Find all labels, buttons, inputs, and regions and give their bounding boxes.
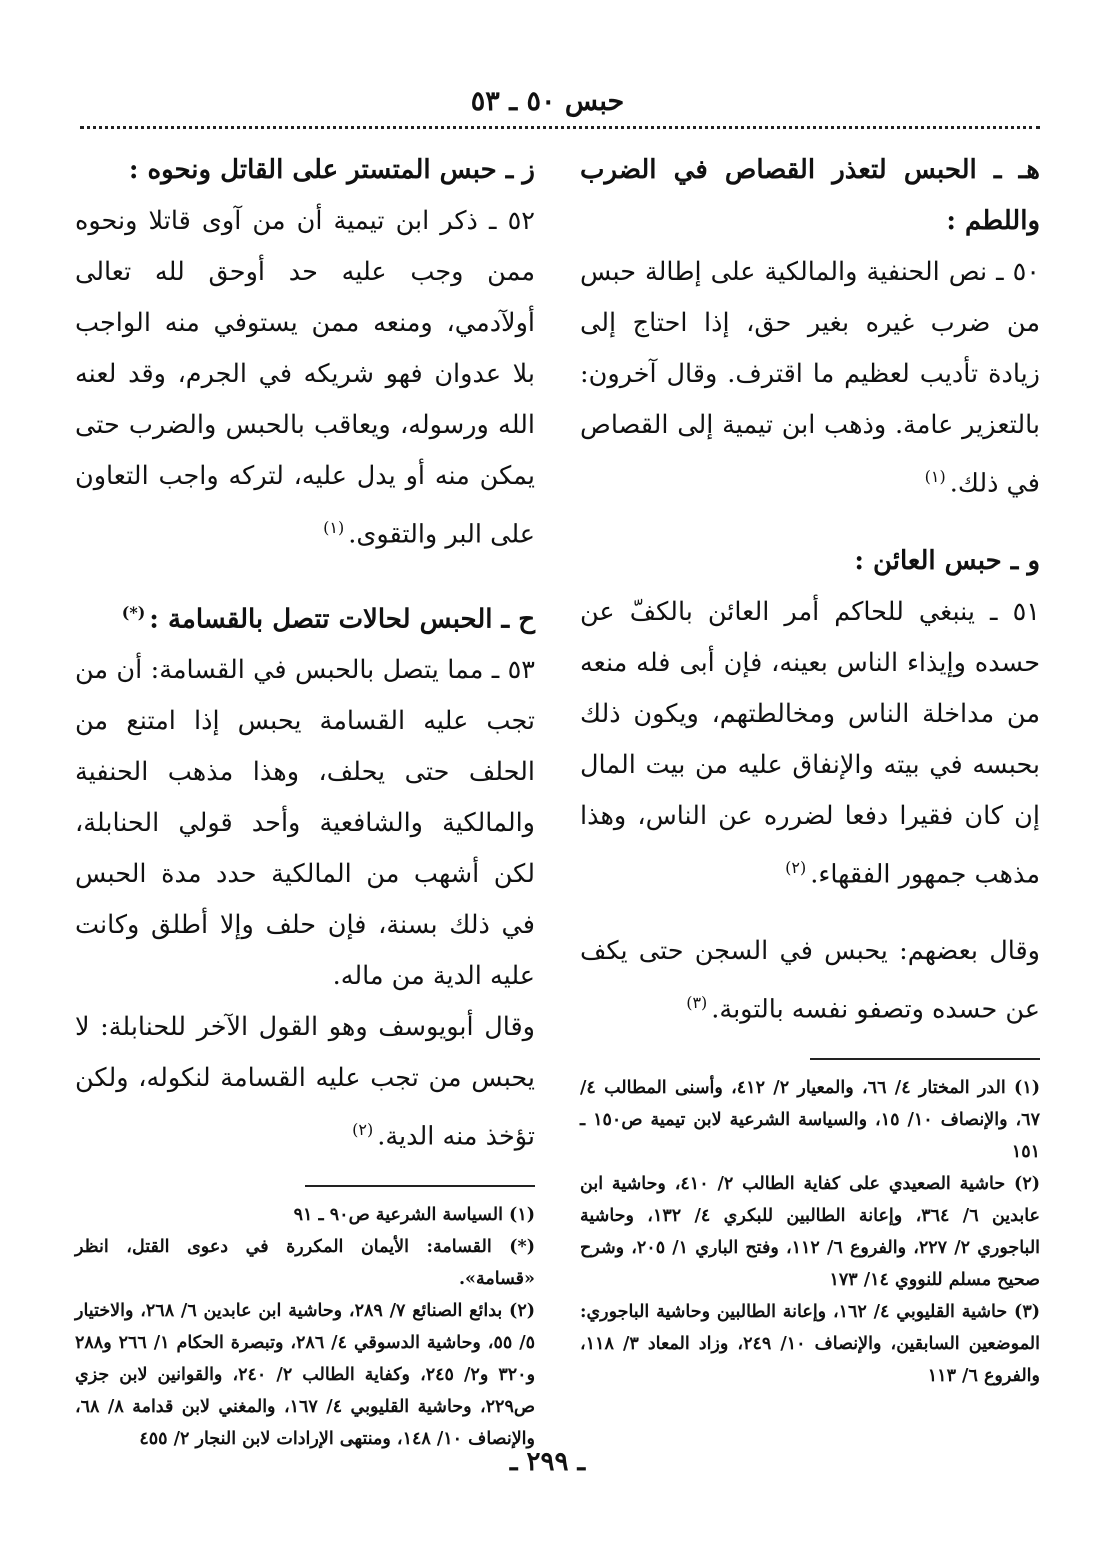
footnote: (٣) حاشية القليوبي ٤/ ١٦٢، وإعانة الطالبين وحاشية الباجوري: الموضعين السابقين، والإنصاف ١٠/ ٢٤٩، وزاد المعاد ٣/ ١١٨، والفروع ٦/ ١١٣ bbox=[580, 1301, 1041, 1386]
footnote-ref: (*) bbox=[121, 602, 146, 622]
footnote-ref: (٢) bbox=[785, 857, 807, 877]
paragraph-52-text: ٥٢ ـ ذكر ابن تيمية أن من آوى قاتلا ونحوه ممن وجب عليه حد أوحق لله تعالى أولآدمي، ومنعه ممن يستوفي منه الواجب بلا عدوان فهو شريكه في الجرم، وقد لعنه الله ورسوله، ويعاقب بالحبس والضرب حتى يمكن منه أو يدل عليه، لتركه واجب التعاون على البر والتقوى. bbox=[75, 206, 535, 550]
spacer bbox=[580, 510, 1040, 536]
left-column bbox=[75, 145, 535, 1455]
section-heading-h2 bbox=[75, 587, 535, 646]
paragraph-53b bbox=[75, 1002, 535, 1163]
footnote: (*) القسامة: الأيمان المكررة في دعوى القتل، انظر «قسامة». bbox=[75, 1236, 535, 1289]
right-column bbox=[580, 145, 1040, 1392]
footnote-ref: (١) bbox=[323, 518, 345, 537]
footnote-divider bbox=[305, 1185, 535, 1187]
footnote-ref: (٢) bbox=[352, 1120, 374, 1140]
paragraph-51b bbox=[580, 926, 1040, 1036]
paragraph-53b-text: وقال أبويوسف وهو القول الآخر للحنابلة: لا يحبس من تجب عليه القسامة لنكوله، ولكن تؤخذ منه الدية. bbox=[75, 1012, 535, 1152]
paragraph-52 bbox=[75, 196, 535, 561]
spacer bbox=[75, 561, 535, 587]
paragraph-51-text: ٥١ ـ ينبغي للحاكم أمر العائن بالكفّ عن حسده وإيذاء الناس بعينه، فإن أبى فله منعه من مداخلة الناس ومخالطتهم، ويكون ذلك بحبسه في بيته والإنفاق عليه من بيت المال إن كان فقيرا دفعا لضرره عن الناس، وهذا مذهب جمهور الفقهاء. bbox=[580, 596, 1040, 889]
footnote: (١) الدر المختار ٤/ ٦٦، والمعيار ٢/ ٤١٢، وأسنى المطالب ٤/ ٦٧، والإنصاف ١٠/ ١٥، والسياسة الشرعية لابن تيمية ص١٥٠ ـ ١٥١ bbox=[580, 1077, 1041, 1162]
spacer bbox=[580, 900, 1040, 926]
paragraph-53: ٥٣ ـ مما يتصل بالحبس في القسامة: أن من تجب عليه القسامة يحبس إذا امتنع من الحلف حتى يحلف، وهذا مذهب الحنفية والمالكية والشافعية وأحد قولي الحنابلة، لكن أشهب من المالكية حدد مدة الحبس في ذلك بسنة، فإن حلف وإلا أطلق وكانت عليه الدية من ماله. bbox=[75, 655, 535, 992]
section-heading-w: و ـ حبس العائن : bbox=[854, 545, 1040, 576]
header-divider bbox=[80, 126, 1040, 129]
section-heading-h2-text: ح ـ الحبس لحالات تتصل بالقسامة : bbox=[149, 604, 535, 635]
footnote-ref: (٣) bbox=[686, 993, 708, 1012]
paragraph-51 bbox=[580, 587, 1040, 901]
page-number: ـ ٢٩٩ ـ bbox=[509, 1447, 586, 1477]
section-heading-h: هـ ـ الحبس لتعذر القصاص في الضرب واللطم : bbox=[580, 155, 1040, 236]
section-heading-z: ز ـ حبس المتستر على القاتل ونحوه : bbox=[128, 155, 535, 185]
footnote: (٢) حاشية الصعيدي على كفاية الطالب ٢/ ٤١٠، وحاشية ابن عابدين ٦/ ٣٦٤، وإعانة الطالبين للبكري ٤/ ١٣٢، وحاشية الباجوري ٢/ ٢٢٧، والفروع ٦/ ١١٢، وفتح الباري ١/ ٢٠٥، وشرح صحيح مسلم للنووي ١٤/ ١٧٣ bbox=[580, 1173, 1041, 1290]
paragraph-50 bbox=[580, 247, 1040, 510]
right-footnotes bbox=[580, 1072, 1040, 1392]
paragraph-50-text: ٥٠ ـ نص الحنفية والمالكية على إطالة حبس من ضرب غيره بغير حق، إذا احتاج إلى زيادة تأديب لعظيم ما اقترف. وقال آخرون: بالتعزير عامة. وذهب ابن تيمية إلى القصاص في ذلك. bbox=[580, 257, 1040, 499]
paragraph-51b-text: وقال بعضهم: يحبس في السجن حتى يكف عن حسده وتصفو نفسه بالتوبة. bbox=[580, 936, 1040, 1025]
left-footnotes bbox=[75, 1199, 535, 1455]
footnote-divider bbox=[810, 1058, 1040, 1060]
footnote-ref: (١) bbox=[924, 467, 946, 486]
footnote: (١) السياسة الشرعية ص٩٠ ـ ٩١ bbox=[293, 1204, 535, 1225]
page-header: حبس ٥٠ ـ ٥٣ bbox=[470, 86, 625, 117]
footnote: (٢) بدائع الصنائع ٧/ ٢٨٩، وحاشية ابن عابدين ٦/ ٢٦٨، والاختيار ٥/ ٥٥، وحاشية الدسوقي ٤/ ٢٨٦، وتبصرة الحكام ١/ ٢٦٦ و٢٨٨ و٣٢٠ و٢/ ٢٤٥، وكفاية الطالب ٢/ ٢٤٠، والقوانين لابن جزي ص٢٢٩، وحاشية القليوبي ٤/ ١٦٧، والمغني لابن قدامة ٨/ ٦٨، والإنصاف ١٠/ ١٤٨، ومنتهى الإرادات لابن النجار ٢/ ٤٥٥ bbox=[75, 1300, 536, 1449]
